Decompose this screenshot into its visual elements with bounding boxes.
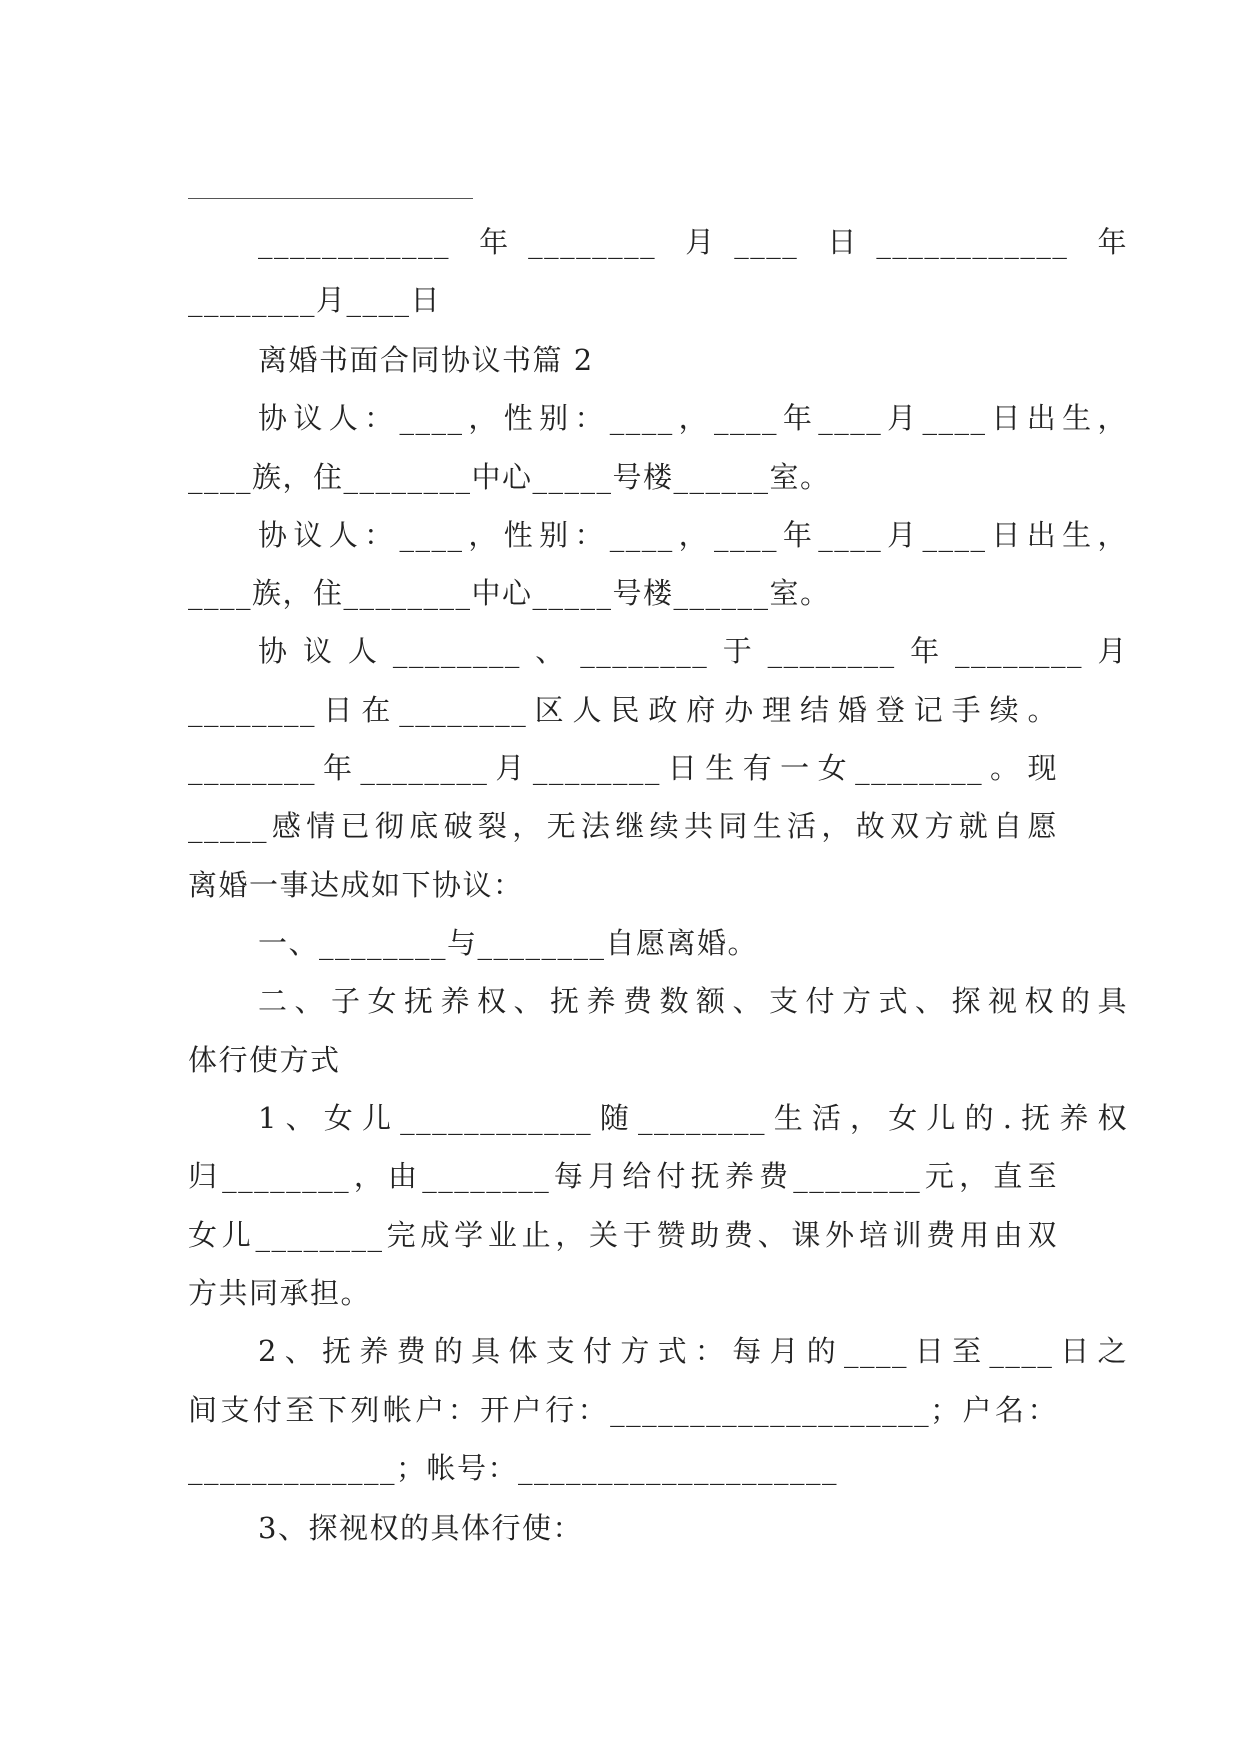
clause-2-1-line-2: 归________，由________每月给付抚养费________元，直至 [188,1159,1058,1193]
signature-rule [188,198,473,199]
clause-2-2-line-3: _____________；帐号：____________________ [188,1451,839,1485]
marriage-paragraph-line-1: 协议人________、________于________年________月 [258,634,1128,668]
marriage-paragraph-line-4: _____感情已彻底破裂，无法继续共同生活，故双方就自愿 [188,809,1058,843]
clause-2-2-line-1: 2、抚养费的具体支付方式：每月的____日至____日之 [258,1334,1128,1368]
clause-2-1-line-3: 女儿________完成学业止，关于赞助费、课外培训费用由双 [188,1218,1058,1252]
clause-2-1-line-1: 1、女儿____________随________生活，女儿的.抚养权 [258,1101,1128,1135]
party-1-line-2: ____族，住________中心_____号楼______室。 [188,460,831,494]
clause-2-1-line-4: 方共同承担。 [188,1276,372,1310]
section-title: 离婚书面合同协议书篇 2 [258,343,594,377]
party-2-line-1: 协议人：____，性别：____，____年____月____日出生， [258,518,1128,552]
date-line-2: ________月____日 [188,283,442,317]
clause-2-line-2: 体行使方式 [188,1043,341,1077]
clause-2-3: 3、探视权的具体行使： [258,1511,583,1545]
party-1-line-1: 协议人：____，性别：____，____年____月____日出生， [258,401,1128,435]
clause-2-line-1: 二、子女抚养权、抚养费数额、支付方式、探视权的具 [258,984,1128,1018]
marriage-paragraph-line-5: 离婚一事达成如下协议： [188,868,524,902]
date-line-1: ____________ 年________ 月____ 日____________ 年 [258,225,1128,259]
clause-2-2-line-2: 间支付至下列帐户：开户行：____________________；户名： [188,1393,1058,1427]
marriage-paragraph-line-2: ________日在________区人民政府办理结婚登记手续。 [188,693,1058,727]
marriage-paragraph-line-3: ________年________月________日生有一女________。现 [188,751,1058,785]
clause-1: 一、________与________自愿离婚。 [258,926,759,960]
party-2-line-2: ____族，住________中心_____号楼______室。 [188,576,831,610]
